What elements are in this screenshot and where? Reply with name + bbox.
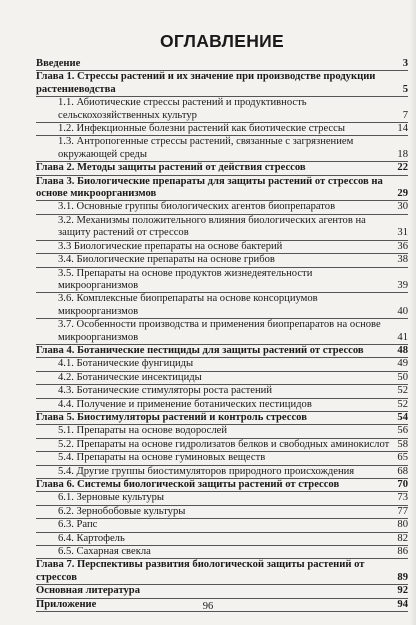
toc-entry-title: 6.4. Картофель [58,532,125,544]
toc-entry-page: 82 [397,532,408,544]
toc-section-entry [36,293,408,319]
toc-section-entry [36,319,408,345]
toc-entry-page: 22 [397,162,408,174]
toc-entry-page: 77 [397,505,408,517]
toc-entry-title: 6.2. Зернобобовые культуры [58,505,186,517]
toc-entry-title: Глава 3. Биологические препараты для защиты растений от стрессов на основе микроорганизмов [36,175,383,200]
toc-section-entry [36,201,408,214]
toc-entry-page: 58 [397,438,408,450]
toc-entry-page: 70 [397,479,408,490]
toc-entry-page: 50 [397,371,408,383]
page-title: ОГЛАВЛЕНИЕ [159,31,285,51]
toc-entry-page: 14 [397,123,408,135]
toc-entry-title: Глава 4. Ботанические пестициды для защиты растений от стрессов [36,344,364,356]
toc-entry-title: 4.3. Ботанические стимуляторы роста растений [58,385,272,397]
toc-entry-title: 3.6. Комплексные биопрепараты на основе консорциумов микроорганизмов [58,293,318,317]
toc-entry-page: 56 [397,425,408,437]
toc-section-entry [36,97,408,123]
toc-entry-title: 5.2. Препараты на основе гидролизатов белков и свободных аминокислот [58,438,390,450]
toc-entry-title: 6.5. Сахарная свекла [58,546,151,558]
toc-entry-title: 1.1. Абиотические стрессы растений и продуктивность сельскохозяйственных культур [58,97,307,121]
toc-chapter-entry [36,585,408,598]
toc-section-entry [36,254,408,267]
toc-section-entry [36,425,408,438]
toc-section-entry [36,506,408,519]
toc-section-entry [36,492,408,505]
toc-entry-title: Глава 2. Методы защиты растений от действия стрессов [36,162,306,174]
toc-entry-page: 49 [397,358,408,370]
page-edge-shadow [410,0,416,625]
toc-entry-page: 41 [397,331,408,343]
toc-chapter-entry [36,559,408,585]
toc-entry-title: 1.3. Антропогенные стрессы растений, связанные с загрязнением окружающей среды [58,136,354,160]
toc-entry-title: 3.4. Биологические препараты на основе грибов [58,254,275,266]
toc-entry-page: 30 [397,201,408,213]
toc-entry-page: 94 [397,598,408,610]
toc-entry-title: 3.2. Механизмы положительного влияния биологических агентов на защиту растений от стрессов [58,214,366,239]
toc-section-entry [36,241,408,254]
toc-section-entry [36,399,408,412]
toc-entry-title: 4.1. Ботанические фунгициды [58,358,194,370]
toc-entry-page: 36 [397,240,408,252]
toc-entry-page: 5 [402,83,408,95]
toc-entry-title: Приложение [36,598,97,610]
toc-section-entry [36,385,408,398]
toc-entry-title: 3.5. Препараты на основе продуктов жизнедеятельности микроорганизмов [58,267,313,291]
toc-entry-title: 4.4. Получение и применение ботанических пестицидов [58,398,312,410]
toc-section-entry [36,519,408,532]
toc-chapter-entry [36,58,408,71]
toc-entry-page: 65 [397,452,408,464]
table-of-contents [36,58,408,612]
toc-section-entry [36,466,408,479]
toc-entry-page: 48 [397,344,408,356]
toc-section-entry [36,452,408,465]
toc-entry-page: 89 [397,571,408,583]
toc-entry-page: 29 [397,188,408,200]
toc-entry-title: 3.1. Основные группы биологических агентов биопрепаратов [58,201,336,213]
toc-entry-page: 7 [402,109,408,121]
toc-section-entry [36,358,408,371]
toc-entry-page: 54 [397,411,408,423]
toc-entry-page: 52 [397,385,408,397]
toc-section-entry [36,123,408,136]
toc-entry-page: 40 [397,305,408,317]
toc-chapter-entry [36,71,408,97]
toc-entry-page: 31 [397,227,408,239]
page-number: 96 [202,601,214,612]
toc-entry-title: Основная литература [36,585,140,597]
toc-chapter-entry [36,162,408,175]
toc-chapter-entry [36,176,408,202]
toc-section-entry [36,533,408,546]
toc-entry-page: 80 [397,519,408,531]
toc-entry-title: Глава 1. Стрессы растений и их значение при производстве продукции растениеводства [36,71,376,95]
toc-section-entry [36,268,408,294]
toc-chapter-entry [36,345,408,358]
toc-entry-page: 52 [397,398,408,410]
toc-section-entry [36,372,408,385]
toc-entry-title: 1.2. Инфекционные болезни растений как биотические стрессы [58,123,345,135]
toc-page [36,30,408,612]
toc-entry-title: 5.4. Препараты на основе гуминовых веществ [58,452,266,464]
toc-entry-title: 4.2. Ботанические инсектициды [58,371,202,383]
toc-section-entry [36,136,408,162]
toc-entry-page: 73 [397,492,408,504]
toc-entry-title: Введение [36,58,81,69]
toc-entry-title: 6.3. Рапс [58,519,98,531]
toc-entry-title: 3.7. Особенности производства и применения биопрепаратов на основе микроорганизмов [58,319,381,343]
toc-entry-page: 86 [397,546,408,558]
toc-entry-title: Глава 6. Системы биологической защиты растений от стрессов [36,479,340,490]
toc-entry-title: 5.1. Препараты на основе водорослей [58,425,228,437]
toc-section-entry [36,215,408,241]
toc-entry-page: 92 [397,585,408,597]
toc-entry-title: Глава 7. Перспективы развития биологической защиты растений от стрессов [36,559,365,583]
toc-entry-title: 3.3 Биологические препараты на основе бактерий [58,240,283,252]
toc-section-entry [36,439,408,452]
toc-chapter-entry [36,479,408,492]
toc-entry-page: 3 [402,58,408,69]
toc-entry-title: 5.4. Другие группы биостимуляторов природного происхождения [58,465,355,477]
toc-chapter-entry [36,412,408,425]
toc-entry-page: 38 [397,254,408,266]
toc-entry-page: 18 [397,148,408,160]
toc-entry-page: 68 [397,465,408,477]
toc-section-entry [36,546,408,559]
toc-entry-title: Глава 5. Биостимуляторы растений и контроль стрессов [36,411,307,423]
toc-entry-title: 6.1. Зерновые культуры [58,492,165,504]
toc-entry-page: 39 [397,279,408,291]
